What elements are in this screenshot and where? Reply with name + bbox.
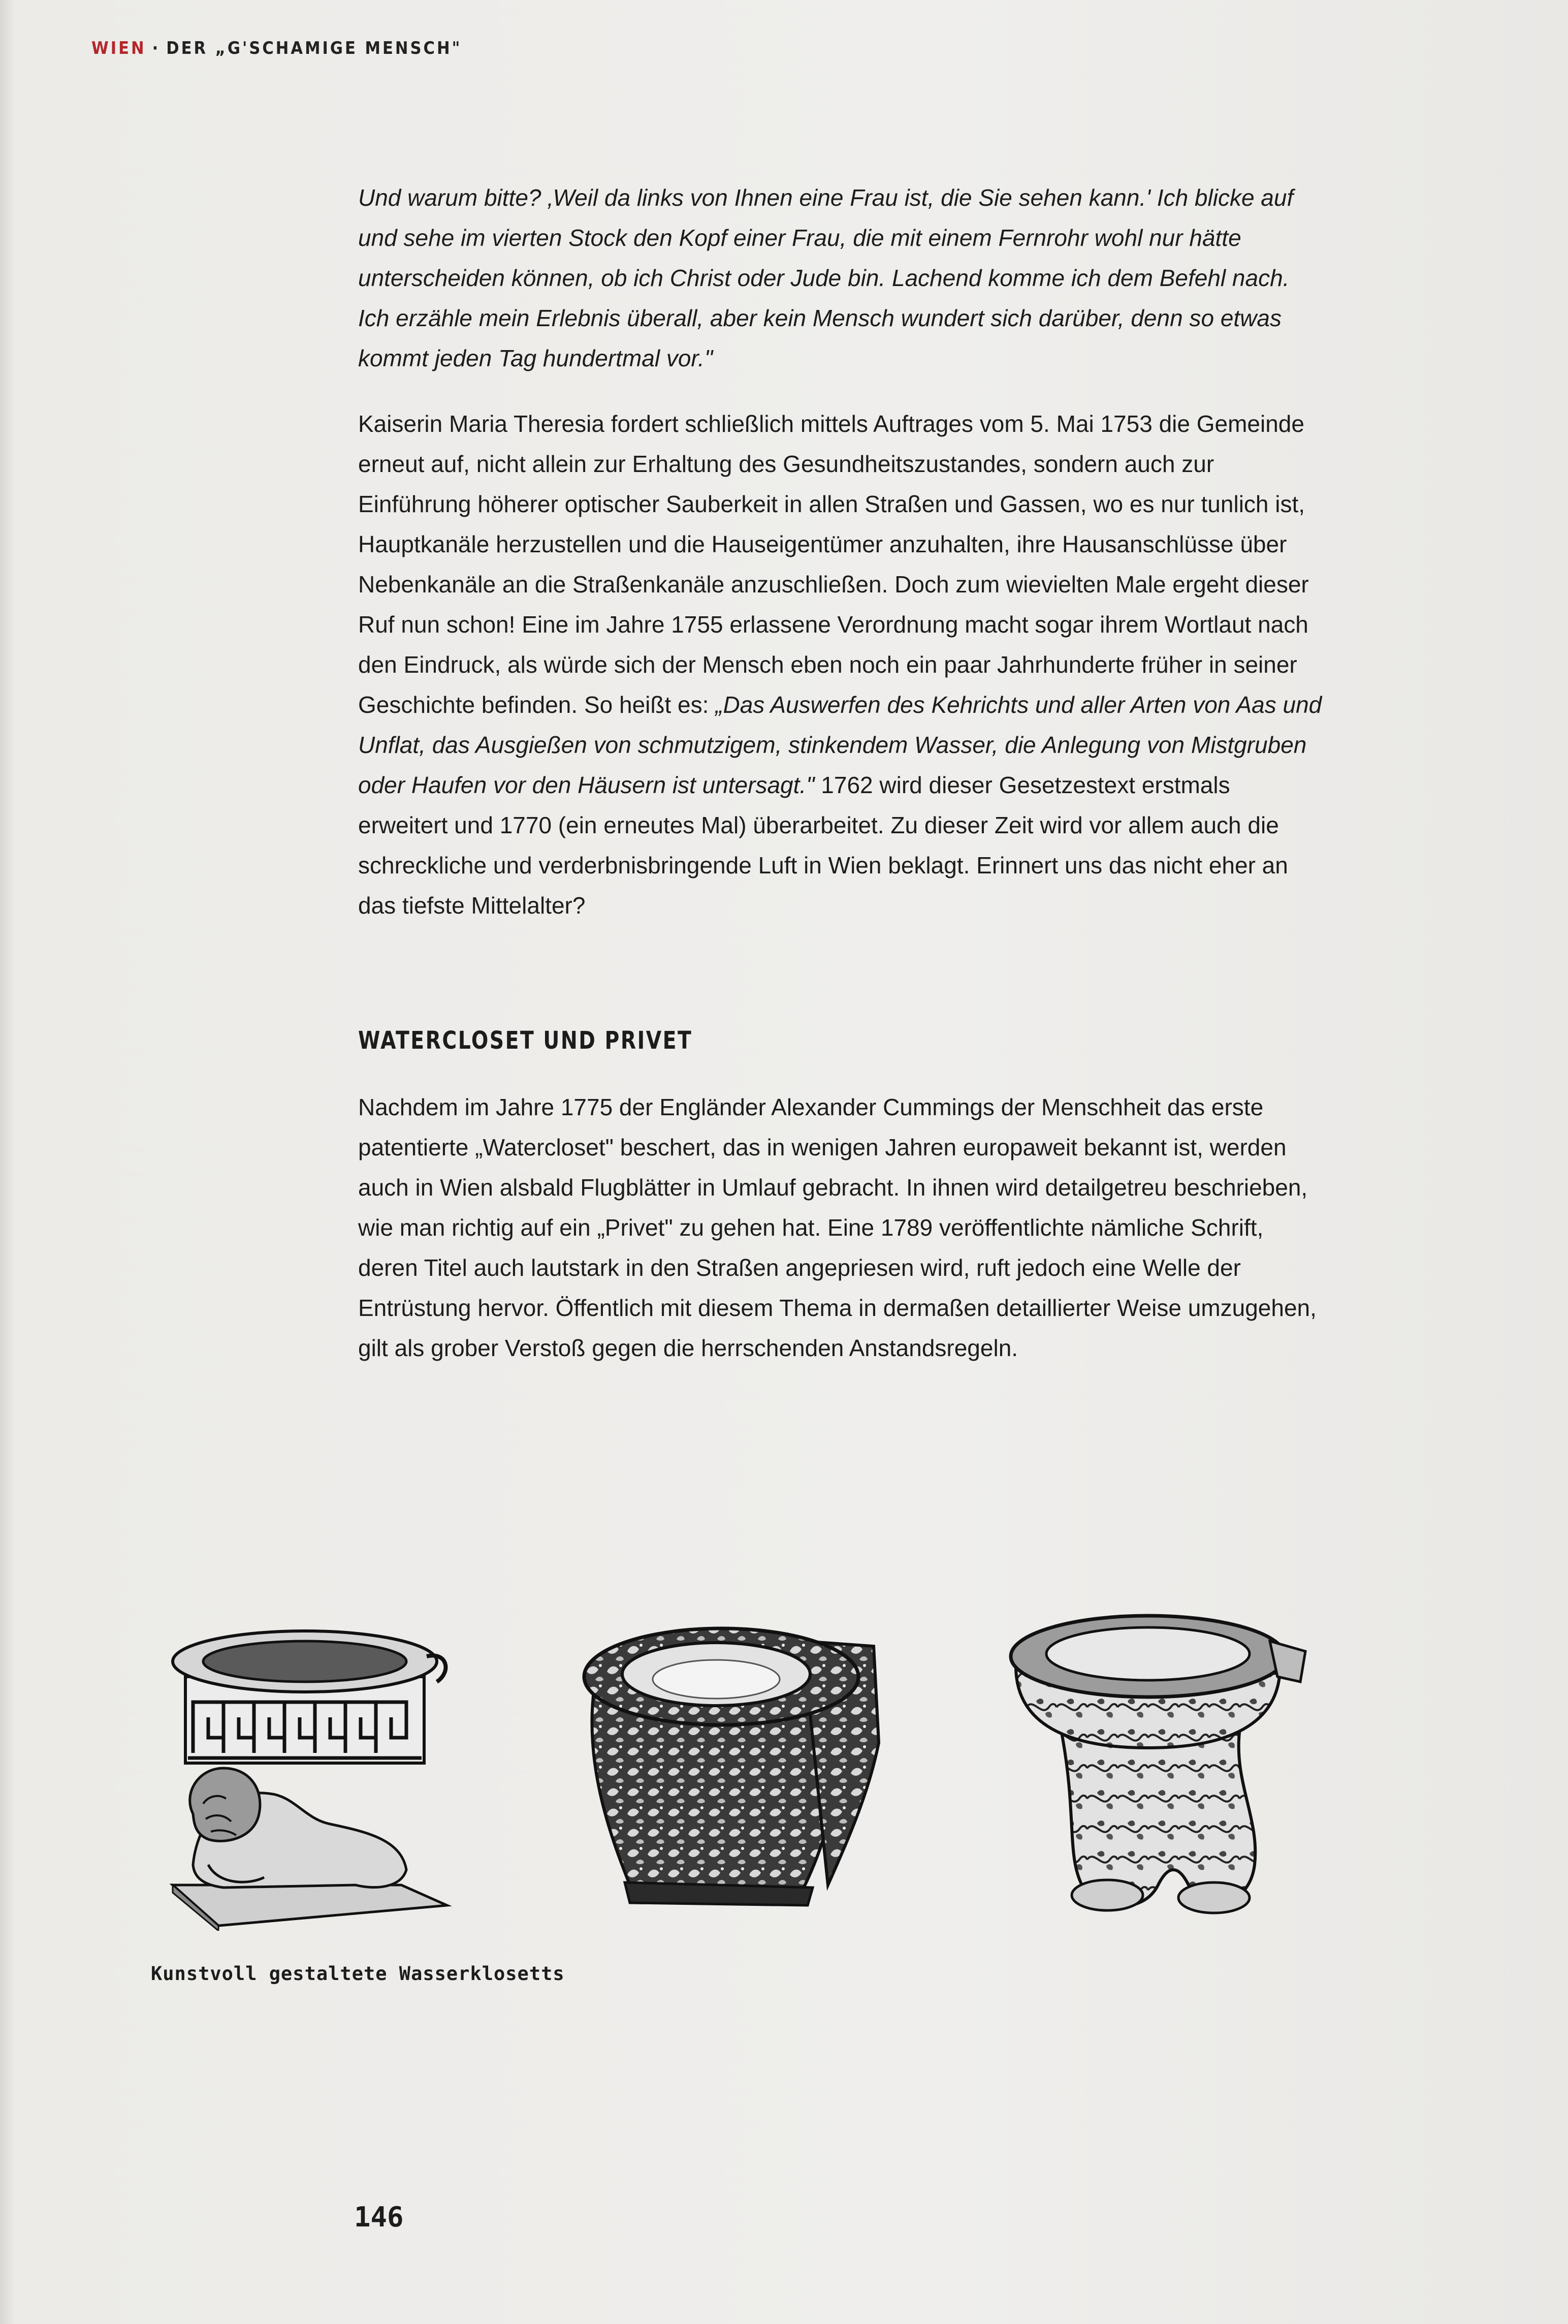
figure-caption: Kunstvoll gestaltete Wasserklosetts — [151, 1963, 565, 1985]
section-heading: WATERCLOSET UND PRIVET — [358, 1026, 693, 1055]
quote-paragraph — [358, 178, 1323, 379]
running-head-chapter: DER „G'SCHAMIGE MENSCH" — [166, 38, 462, 58]
running-head-place: WIEN — [91, 38, 146, 58]
watercloset-text: Nachdem im Jahre 1775 der Engländer Alexander Cummings der Menschheit das erste patentierte „Watercloset" beschert, das in wenigen Jahren europaweit bekannt ist, werden auch in Wien alsbald Flugblätter in Umlauf gebracht. In ihnen wird detailgetreu beschrieben, wie man richtig auf ein „Privet" zu gehen hat. Eine 1789 veröffentlichte nämliche Schrift, deren Titel auch lautstark in den Straßen angepriesen wird, ruft jedoch eine Welle der Entrüstung hervor. Öffentlich mit diesem Thema in dermaßen detaillierter Weise umzugehen, gilt als grober Verstoß gegen die herrschenden Anstandsregeln. — [358, 1094, 1317, 1361]
lion-toilet-engraving — [163, 1600, 467, 1931]
theresia-paragraph — [358, 404, 1323, 926]
running-head-separator: · — [152, 38, 161, 58]
ornate-pedestal-toilet-engraving — [996, 1600, 1331, 1931]
running-head — [91, 38, 462, 58]
watercloset-paragraph — [358, 1087, 1323, 1368]
page-number: 146 — [354, 2201, 404, 2233]
theresia-text-part1: Kaiserin Maria Theresia fordert schließlich mittels Auftrages vom 5. Mai 1753 die Gemeinde erneut auf, nicht allein zur Erhaltung des Gesundheitszustandes, sondern auch zur Einführung höherer optischer Sauberkeit in allen Straßen und Gassen, wo es nur tunlich ist, Hauptkanäle herzustellen und die Hauseigentümer anzuhalten, ihre Hausanschlüsse über Nebenkanäle an die Straßenkanäle anzuschließen. Doch zum wievielten Male ergeht dieser Ruf nun schon! Eine im Jahre 1755 erlassene Verordnung macht sogar ihrem Wortlaut nach den Eindruck, als würde sich der Mensch eben noch ein paar Jahrhunderte früher in seiner Geschichte befinden. So heißt es: — [358, 411, 1309, 718]
floral-toilet-engraving — [564, 1600, 899, 1931]
theresia-text-part2: 1762 wird dieser Gesetzestext erstmals erweitert und 1770 (ein erneutes Mal) überarbeitet. Zu dieser Zeit wird vor allem auch die schreckliche und verderbnisbringende Luft in Wien beklagt. Erinnert uns das nicht eher an das tiefste Mittelalter? — [358, 772, 1288, 919]
quote-text: Und warum bitte? ‚Weil da links von Ihnen eine Frau ist, die Sie sehen kann.' Ich blicke auf und sehe im vierten Stock den Kopf einer Frau, die mit einem Fernrohr wohl nur hätte unterscheiden können, ob ich Christ oder Jude bin. Lachend komme ich dem Befehl nach. Ich erzähle mein Erlebnis überall, aber kein Mensch wundert sich darüber, denn so etwas kommt jeden Tag hundertmal vor." — [358, 184, 1294, 371]
theresia-decree-quote: „Das Auswerfen des Kehrichts und aller Arten von Aas und Unflat, das Ausgießen von schmutzigem, stinkendem Wasser, die Anlegung von Mistgruben oder Haufen vor den Häusern ist untersagt." — [358, 692, 1322, 798]
